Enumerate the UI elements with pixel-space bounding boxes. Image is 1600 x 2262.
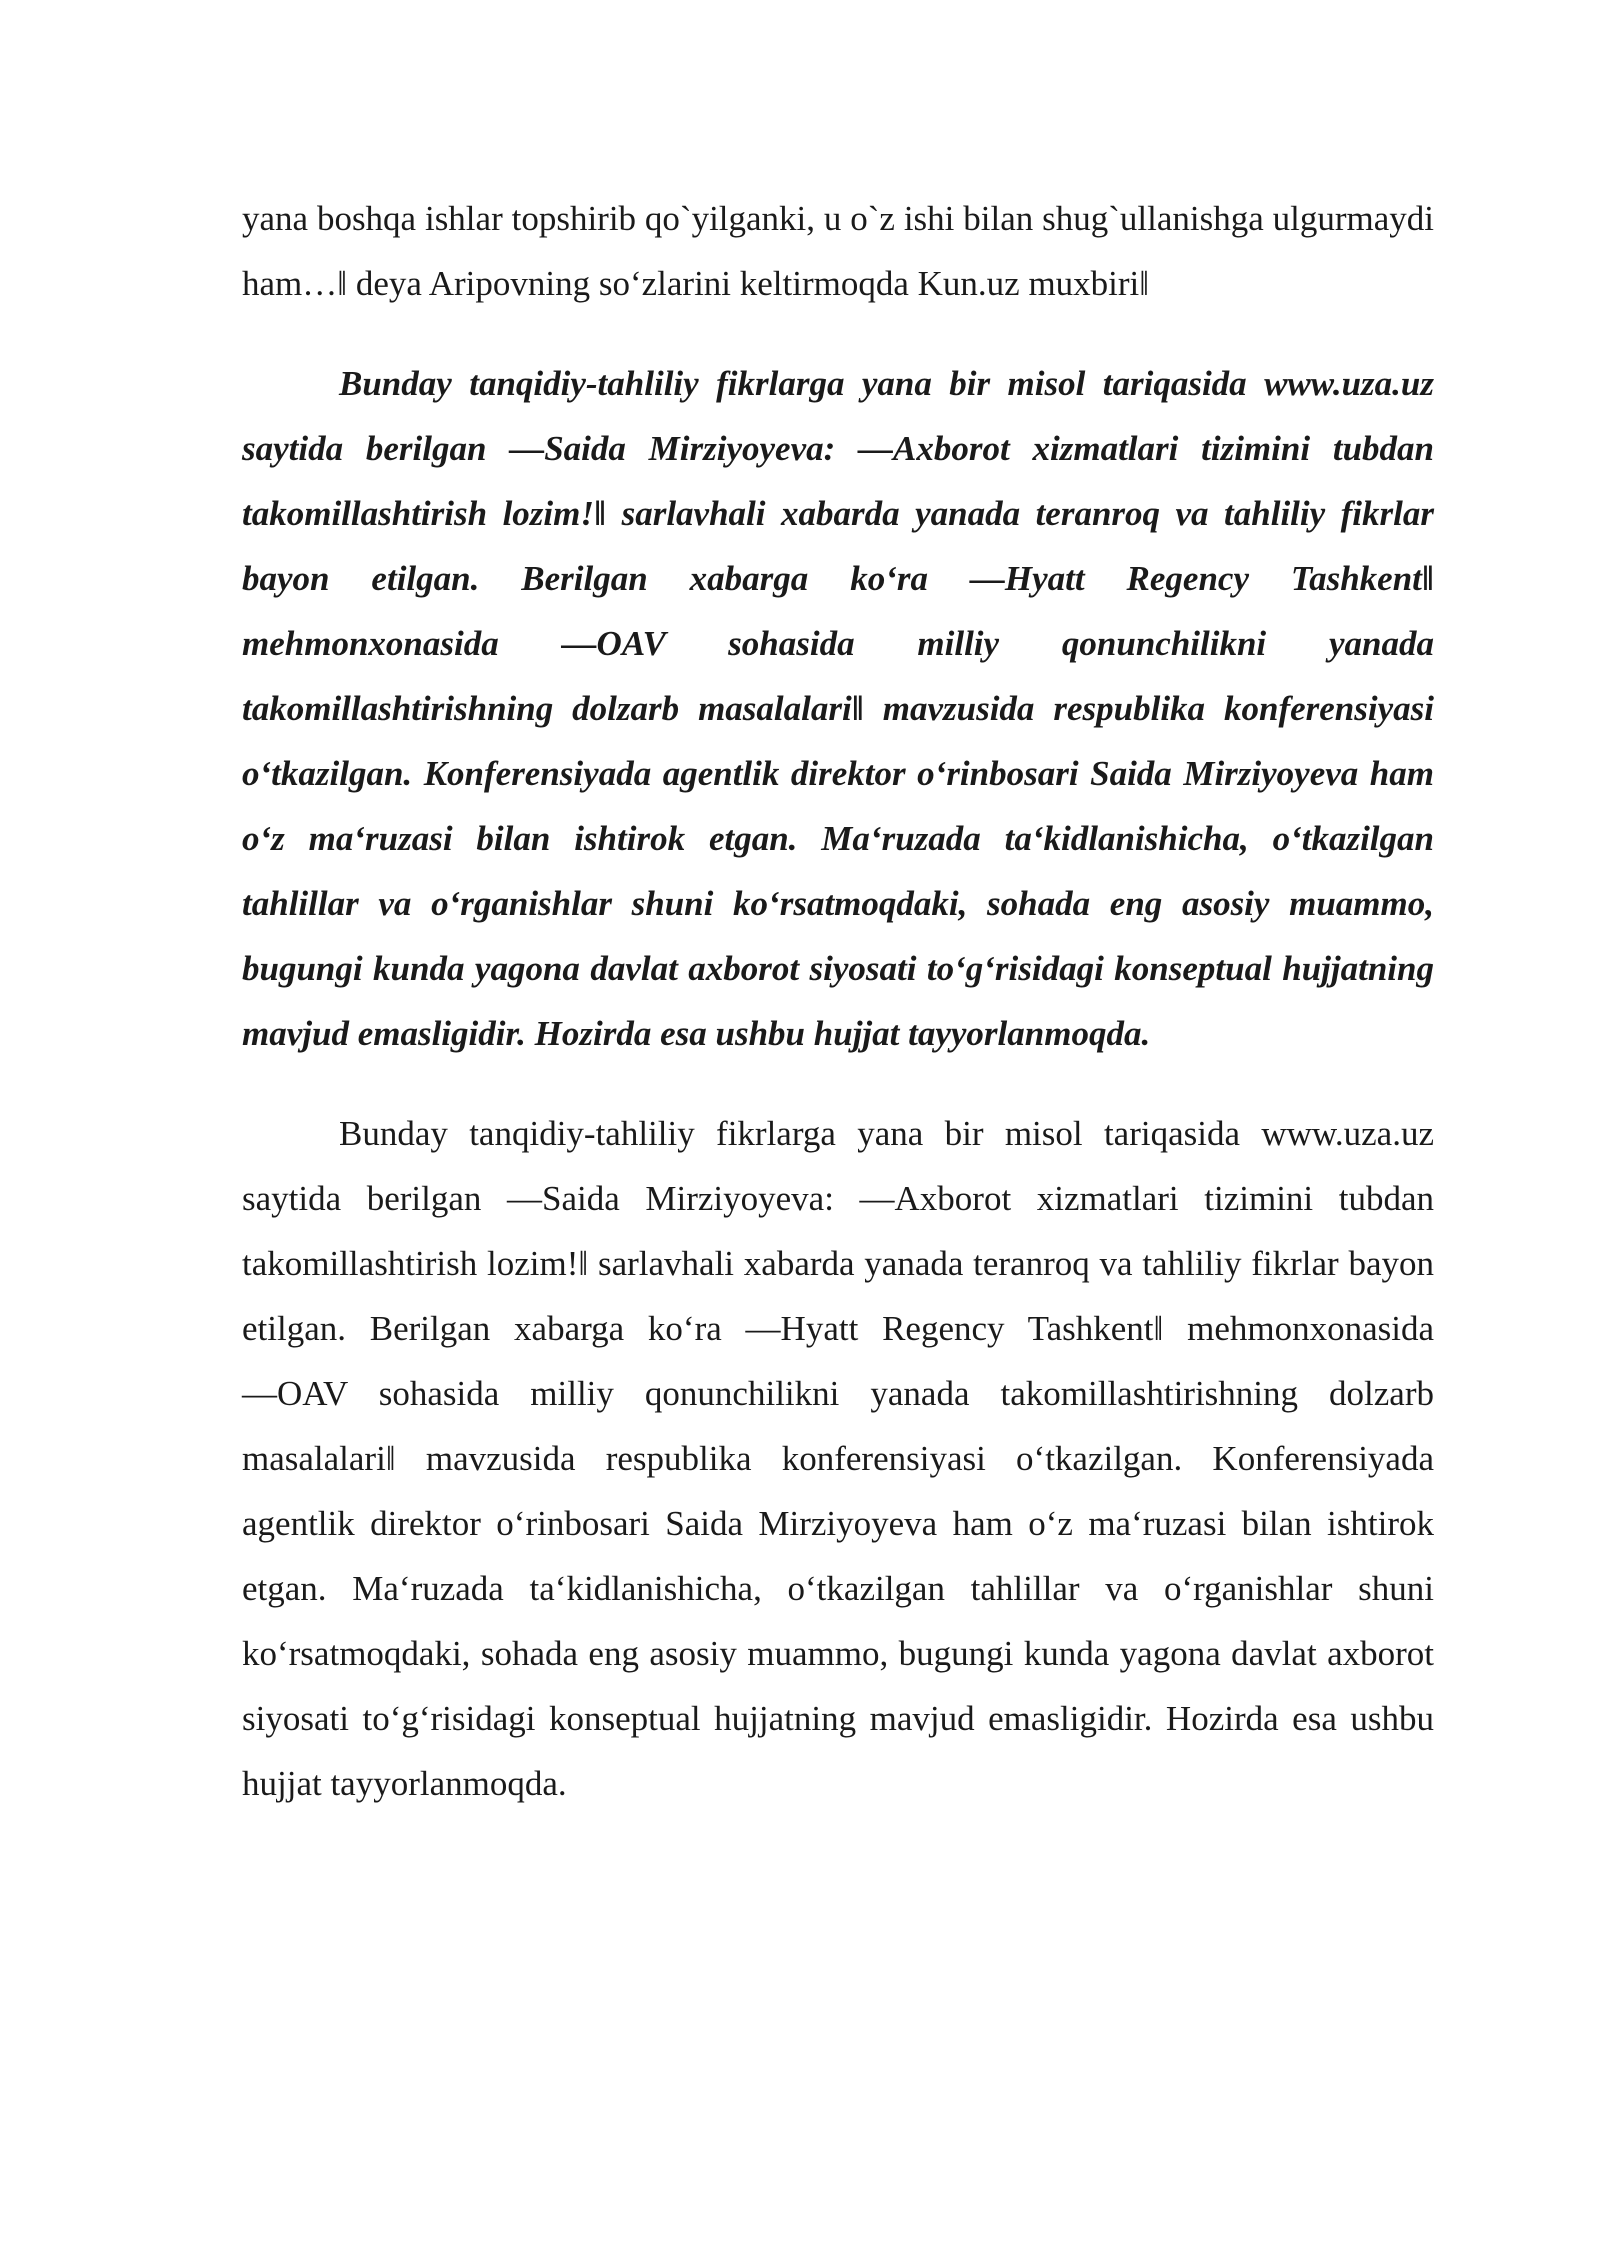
paragraph-continuation: yana boshqa ishlar topshirib qo`yilganki, u o`z ishi bilan shug`ullanishga ulgurmaydi ham…‖ deya Aripovning so‘zlarini keltirmoqda Kun.uz muxbiri‖ <box>242 199 1434 303</box>
paragraph-quote-bold-italic: Bunday tanqidiy-tahliliy fikrlarga yana bir misol tariqasida www.uza.uz saytida berilgan ―Saida Mirziyoyeva: ―Axborot xizmatlari tizimini tubdan takomillashtirish lozim!‖ sarlavhali xabarda yanada teranroq va tahliliy fikrlar bayon etilgan. Berilgan xabarga ko‘ra ―Hyatt Regency Tashkent‖ mehmonxonasida ―OAV sohasida milliy qonunchilikni yanada takomillashtirishning dolzarb masalalari‖ mavzusida respublika konferensiyasi o‘tkazilgan. Konferensiyada agentlik direktor o‘rinbosari Saida Mirziyoyeva ham o‘z ma‘ruzasi bilan ishtirok etgan. Ma‘ruzada ta‘kidlanishicha, o‘tkazilgan tahlillar va o‘rganishlar shuni ko‘rsatmoqdaki, sohada eng asosiy muammo, bugungi kunda yagona davlat axborot siyosati to‘g‘risidagi konseptual hujjatning mavjud emasligidir. Hozirda esa ushbu hujjat tayyorlanmoqda. <box>242 364 1434 1053</box>
paragraph-quote-regular: Bunday tanqidiy-tahliliy fikrlarga yana bir misol tariqasida www.uza.uz saytida berilgan ―Saida Mirziyoyeva: ―Axborot xizmatlari tizimini tubdan takomillashtirish lozim!‖ sarlavhali xabarda yanada teranroq va tahliliy fikrlar bayon etilgan. Berilgan xabarga ko‘ra ―Hyatt Regency Tashkent‖ mehmonxonasida ―OAV sohasida milliy qonunchilikni yanada takomillashtirishning dolzarb masalalari‖ mavzusida respublika konferensiyasi o‘tkazilgan. Konferensiyada agentlik direktor o‘rinbosari Saida Mirziyoyeva ham o‘z ma‘ruzasi bilan ishtirok etgan. Ma‘ruzada ta‘kidlanishicha, o‘tkazilgan tahlillar va o‘rganishlar shuni ko‘rsatmoqdaki, sohada eng asosiy muammo, bugungi kunda yagona davlat axborot siyosati to‘g‘risidagi konseptual hujjatning mavjud emasligidir. Hozirda esa ushbu hujjat tayyorlanmoqda. <box>242 1114 1434 1803</box>
document-body <box>242 186 1434 1816</box>
